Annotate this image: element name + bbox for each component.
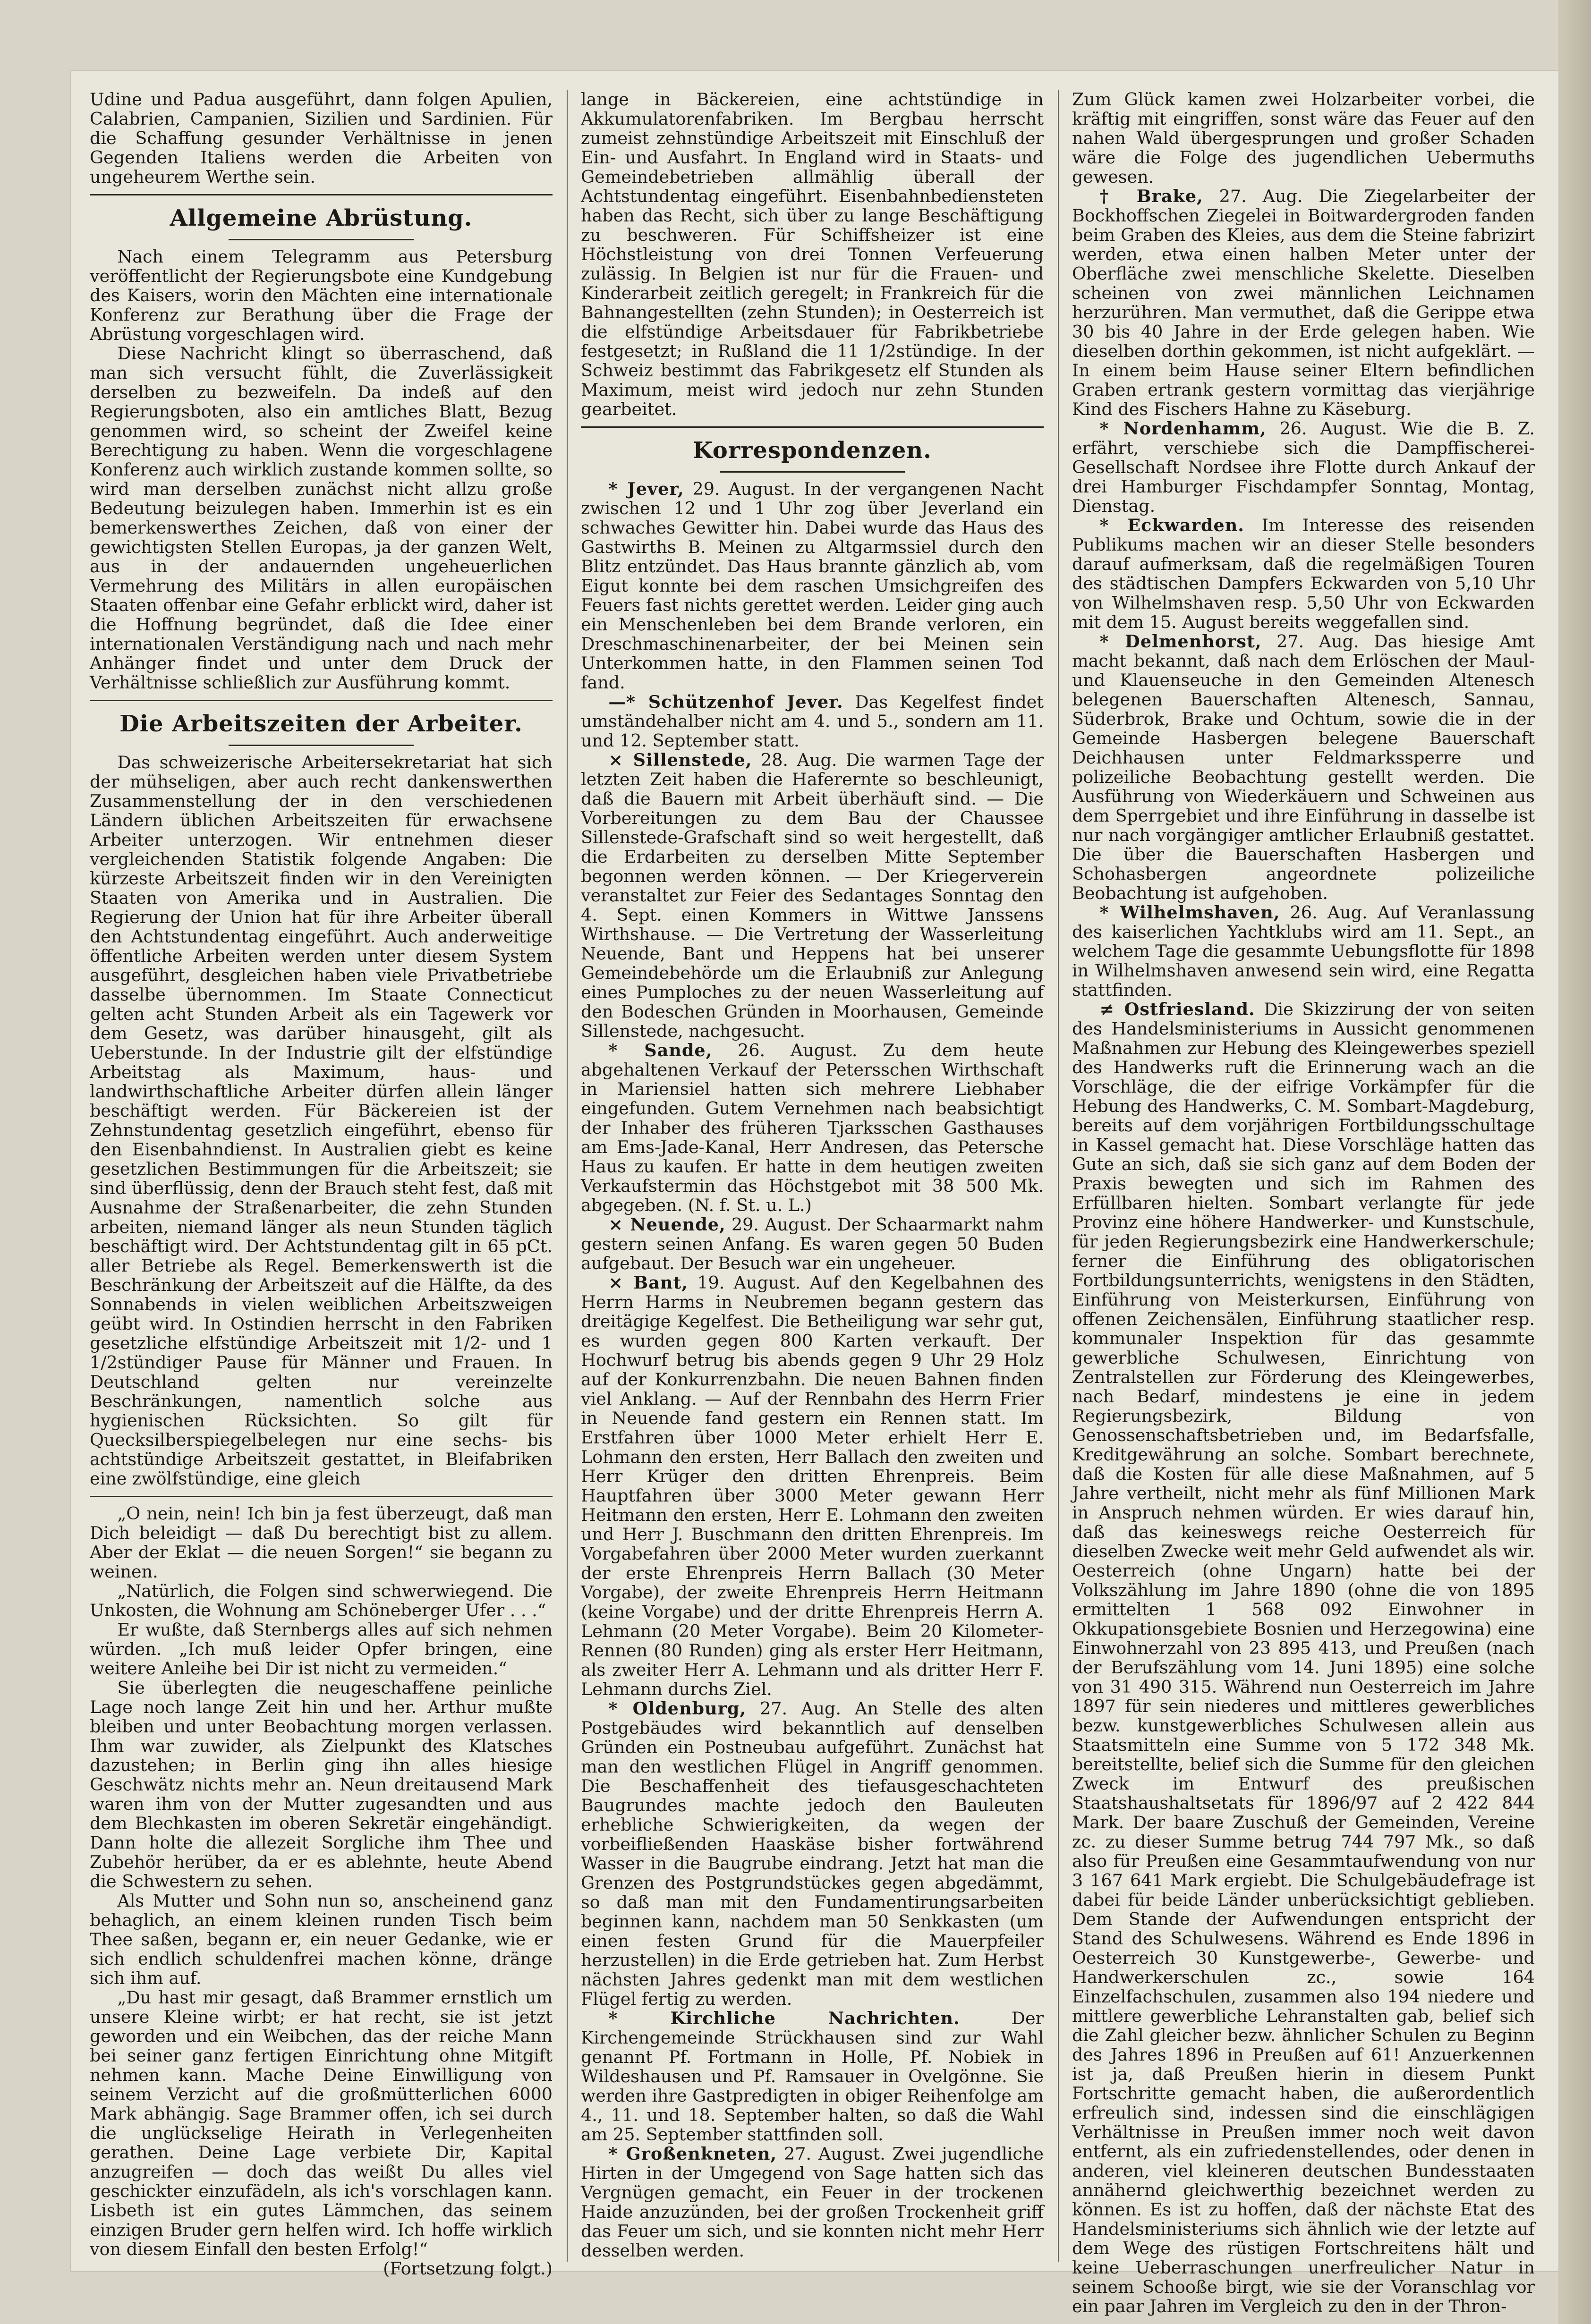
report-nordenhamm <box>1072 419 1535 516</box>
serial-text: Sie überlegten die neugeschaffene peinliche Lage noch lange Zeit hin und her. Arthur mußte bleiben und unter Beobachtung morgen verlassen. Ihm war zuwider, als Zielpunkt des Klatsches dazustehen; in Berlin ging ihn alles hiesige Geschwätz nichts mehr an. Neun dreitausend Mark waren ihm von der Mutter zugesandten und aus dem Blechkasten im oberen Sekretär eingehändigt. Dann holte die allezeit Sorgliche ihm Thee und Zubehör herüber, da er es ablehnte, heute Abend die Schwestern zu sehen. <box>90 1678 553 1891</box>
report-eckwarden <box>1072 516 1535 632</box>
article-text: Das schweizerische Arbeitersekretariat hat sich der mühseligen, aber auch recht dankenswerthen Zusammenstellung der in den verschiedenen Ländern üblichen Arbeitszeiten für erwachsene Arbeiter unterzogen. Wir entnehmen dieser vergleichenden Statistik folgende Angaben: Die kürzeste Arbeitszeit finden wir in den Vereinigten Staaten von Amerika und in Australien. Die Regierung der Union hat für ihre Arbeiter überall den Achtstundentag eingeführt. Auch anderweitige öffentliche Arbeiten werden unter diesem System ausgeführt, desgleichen haben viele Privatbetriebe dasselbe übernommen. Im Staate Connecticut gelten acht Stunden Arbeit als ein Tagewerk vor dem Gesetz, was darüber hinausgeht, gilt als Ueberstunde. In der Industrie gilt der elfstündige Arbeitstag als Maximum, haus- und landwirthschaftliche Arbeiter dürfen allein länger beschäftigt werden. Für Bäckereien ist der Zehnstundentag gesetzlich eingeführt, ebenso für den Eisenbahndienst. In Australien giebt es keine gesetzlichen Bestimmungen für die Arbeitszeit; sie sind überflüssig, denn der Brauch steht fest, daß mit Ausnahme der Straßenarbeiter, die zehn Stunden arbeiten, niemand länger als neun Stunden täglich beschäftigt wird. Der Achtstundentag gilt in 65 pCt. aller Betriebe als Regel. Bemerkenswerth ist die Beschränkung der Arbeitszeit auf die Hälfte, da des Sonnabends in vielen weiblichen Arbeitszweigen geübt wird. In Ostindien herrscht in den Fabriken gesetzliche elfstündige Arbeitszeit mit 1/2- und 1 1/2stündiger Pause für Männer und Frauen. In Deutschland gelten nur vereinzelte Beschränkungen, namentlich solche aus hygienischen Rücksichten. So gilt für Quecksilberspiegelbelegen nur eine sechs- bis achtstündige Arbeitszeit gestattet, in Bleifabriken eine zwölfstündige, eine gleich <box>90 752 553 1489</box>
article-text: Udine und Padua ausgeführt, dann folgen Apulien, Calabrien, Campanien, Sizilien und Sardinien. Für die Schaffung gesunder Verhältnisse in jenen Gegenden Italiens werden die Arbeiten von ungeheurem Werthe sein. <box>90 89 553 187</box>
report-text: 27. Aug. An Stelle des alten Postgebäudes wird bekanntlich auf denselben Gründen ein Postneubau aufgeführt. Zunächst hat man den westlichen Flügel in Angriff genommen. Die Beschaffenheit des tiefausgeschachteten Baugrundes machte jedoch den Bauleuten erhebliche Schwierigkeiten, da wegen der vorbeifließenden Haaskäse bisher fortwährend Wasser in die Baugrube eindrang. Jetzt hat man die Grenzen des Postgrundstückes gegen abgedämmt, so daß man mit den Fundamentirungsarbeiten beginnen kann, nachdem man 50 Senkkasten (um einen festen Grund für die Mauerpfeiler herzustellen) in die Erde getrieben hat. Zum Herbst nächsten Jahres gedenkt man mit dem westlichen Flügel fertig zu werden. <box>581 1698 1044 2009</box>
heading-rule <box>229 239 414 240</box>
place-name: * Oldenburg, <box>608 1698 747 1719</box>
report-text: 27. Aug. Das hiesige Amt macht bekannt, daß nach dem Erlöschen der Maul- und Klauenseuche in den Gemeinden Altenesch belegenen Bauerschaften Altenesch, Sannau, Süderbrok, Brake und Ochtum, sowie die in der Gemeinde Hasbergen belegene Bauerschaft Deichhausen unter Feldmarkssperre und polizeiliche Beobachtung gestellt werden. Die Ausführung von Wiederkäuern und Schweinen aus dem Sperrgebiet und ihre Einführung in dasselbe ist nur nach vorgängiger amtlicher Erlaubniß gestattet. Die über die Bauerschaften Hasbergen und Schohasbergen angeordnete polizeiliche Beobachtung ist aufgehoben. <box>1072 631 1535 903</box>
place-name: * Jever, <box>608 479 684 499</box>
report-text: Der Kirchengemeinde Strückhausen sind zur Wahl genannt Pf. Fortmann in Holle, Pf. Nobiek in Wildeshausen und Pf. Ramsauer in Ovelgönne. Sie werden ihre Gastpredigten in obiger Reihenfolge am 4., 11. und 18. September halten, so daß die Wahl am 25. September stattfinden soll. <box>581 2008 1044 2145</box>
place-name: * Wilhelmshaven, <box>1099 902 1280 923</box>
article-text: lange in Bäckereien, eine achtstündige in Akkumulatorenfabriken. Im Bergbau herrscht zumeist zehnstündige Arbeitszeit mit Einschluß der Ein- und Ausfahrt. In England wird in Staats- und Gemeindebetrieben allmählig überall der Achtstundentag eingeführt. Eisenbahnbediensteten haben das Recht, sich über zu lange Beschäftigung zu beschweren. Für Schiffsheizer ist eine Höchstleistung von drei Tonnen Verfeuerung zulässig. In Belgien ist nur für die Frauen- und Kinderarbeit zeitlich geregelt; in Frankreich für die Bahnangestellten (zehn Stunden); in Oesterreich ist die elfstündige Arbeitsdauer für Fabrikbetriebe festgesetzt; in Rußland die 11 1/2stündige. In der Schweiz bestimmt das Fabrikgesetz elf Stunden als Maximum, meist wird jedoch nur zehn Stunden gearbeitet. <box>581 89 1044 419</box>
report-sande <box>581 1041 1044 1215</box>
column-1 <box>90 90 553 2278</box>
report-text: Das Kegelfest findet umständehalber nicht am 4. und 5., sondern am 11. und 12. September statt. <box>581 692 1044 751</box>
place-name: * Großenkneten, <box>608 2144 777 2164</box>
heading-rule <box>720 471 905 473</box>
column-rule <box>1058 90 1059 2262</box>
serial-text: „Natürlich, die Folgen sind schwerwiegend. Die Unkosten, die Wohnung am Schöneberger Ufer . . .“ <box>90 1581 553 1620</box>
report-text: 29. August. In der vergangenen Nacht zwischen 12 und 1 Uhr zog über Jeverland ein schwaches Gewitter hin. Dabei wurde das Haus des Gastwirths B. Meinen zu Altgarmssiel durch den Blitz entzündet. Das Haus brannte gänzlich ab, vom Eigut konnte bei dem raschen Umsichgreifen des Feuers fast nichts gerettet werden. Leider ging auch ein Menschenleben bei dem Brande verloren, ein Dreschmaschinenarbeiter, der bei Meinen sein Unterkommen hatte, in den Flammen seinen Tod fand. <box>581 479 1044 693</box>
place-name: —* Schützenhof Jever. <box>608 692 843 712</box>
report-grossenkneten <box>581 2144 1044 2260</box>
place-name: ⨯ Neuende, <box>608 1214 726 1235</box>
report-text: 27. Aug. Die Ziegelarbeiter der Bockhoffschen Ziegelei in Boitwardergroden fanden beim Graben des Kleies, aus dem die Steine fabrizirt werden, etwa einen halben Meter unter der Oberfläche zwei menschliche Skelette. Dieselben scheinen von zwei männlichen Leichnamen herzurühren. Man vermuthet, daß die Gerippe etwa 30 bis 40 Jahre in der Erde gelegen haben. Wie dieselben dorthin gekommen, ist nicht aufgeklärt. — In einem beim Hause seiner Eltern befindlichen Graben ertrank gestern vormittag das vierjährige Kind des Fischers Hahne zu Käseburg. <box>1072 186 1535 419</box>
report-jever <box>581 479 1044 692</box>
place-name: * Nordenhamm, <box>1099 418 1267 439</box>
serial-text: „Du hast mir gesagt, daß Brammer ernstlich um unsere Kleine wirbt; er hat recht, sie ist jetzt geworden und ein Weibchen, das der reiche Mann bei seiner ganz fertigen Einrichtung ohne Mitgift nehmen kann. Mache Deine Einwilligung von seinem Verzicht auf die großmütterlichen 6000 Mark abhängig. Sage Brammer offen, ich sei durch die unglückselige Heirath in Verlegenheiten gerathen. Deine Lage verbiete Dir, Kapital anzugreifen — doch das weißt Du alles viel geschickter einzufädeln, als ich's vorschlagen kann. Lisbeth ist ein gutes Lämmchen, das seinem einzigen Bruder gern helfen wird. Ich hoffe wirklich von diesem Einfall den besten Erfolg!“ <box>90 1987 553 2259</box>
article-text: Nach einem Telegramm aus Petersburg veröffentlicht der Regierungsbote eine Kundgebung des Kaisers, worin den Mächten eine internationale Konferenz zur Berathung über die Frage der Abrüstung vorgeschlagen wird. <box>90 246 553 344</box>
report-bant <box>581 1273 1044 1699</box>
column-rule <box>567 90 568 2262</box>
divider <box>90 194 553 195</box>
place-name: † Brake, <box>1099 186 1203 206</box>
report-text: 26. August. Wie die B. Z. erfährt, verschiebe sich die Dampffischerei-Gesellschaft Nordsee ihre Flotte durch Ankauf der drei Hamburger Fischdampfer Sonntag, Montag, Dienstag. <box>1072 418 1535 516</box>
heading-arbeitszeiten: Die Arbeitszeiten der Arbeiter. <box>119 711 523 737</box>
report-text: 26. August. Zu dem heute abgehaltenen Verkauf der Petersschen Wirthschaft in Mariensiel hatten sich mehrere Liebhaber eingefunden. Gutem Vernehmen nach beabsichtigt der Inhaber des früheren Tjarksschen Gasthauses am Ems-Jade-Kanal, Herr Andresen, das Petersche Haus zu kaufen. Er hatte in dem heutigen zweiten Verkaufstermin das Höchstgebot mit 38 500 Mk. abgegeben. (N. f. St. u. L.) <box>581 1040 1044 1215</box>
report-oldenburg <box>581 1699 1044 2009</box>
column-3 <box>1072 90 1535 2316</box>
place-name: × Sillenstede, <box>608 750 752 770</box>
divider <box>90 700 553 701</box>
report-text: 19. August. Auf den Kegelbahnen des Herrn Harms in Neubremen begann gestern das dreitägige Kegelfest. Die Betheiligung war sehr gut, es wurden gegen 800 Karten verkauft. Der Hochwurf betrug bis abends gegen 9 Uhr 29 Holz auf der Konkurrenzbahn. Die neuen Bahnen finden viel Anklang. — Auf der Rennbahn des Herrn Frier in Neuende fand gestern ein Rennen statt. Im Erstfahren über 1000 Meter erhielt Herr E. Lohmann den ersten, Herr Ballach den zweiten und Herr Krüger den dritten Ehrenpreis. Beim Hauptfahren über 3000 Meter gewann Herr Heitmann den ersten, Herr E. Lohmann den zweiten und Herr J. Buschmann den dritten Ehrenpreis. Im Vorgabefahren über 2000 Meter wurden zuerkannt der erste Ehrenpreis Herrn Ballach (30 Meter Vorgabe), der zweite Ehrenpreis Herrn Heitmann (keine Vorgabe) und der dritte Ehrenpreis Herrn A. Lehmann (20 Meter Vorgabe). Beim 20 Kilometer-Rennen (80 Runden) ging als erster Herr Heitmann, als zweiter Herr A. Lehmann und als dritter Herr F. Lehmann durchs Ziel. <box>581 1272 1044 1699</box>
divider <box>581 426 1044 428</box>
report-delmenhorst <box>1072 632 1535 903</box>
serial-text: „O nein, nein! Ich bin ja fest überzeugt, daß man Dich beleidigt — daß Du berechtigt bist zu allem. Aber der Eklat — die neuen Sorgen!“ sie begann zu weinen. <box>90 1503 553 1582</box>
heading-rule <box>229 745 414 746</box>
report-text: 28. Aug. Die warmen Tage der letzten Zeit haben die Haferernte so beschleunigt, daß die Bauern mit Arbeit überhäuft sind. — Die Vorbereitungen zu dem Bau der Chaussee Sillenstede-Grafschaft sind so weit hergestellt, daß die Erdarbeiten zu derselben Mitte September begonnen werden können. — Der Kriegerverein veranstaltet zur Feier des Sedantages Sonntag den 4. Sept. einen Kommers in Wittwe Janssens Wirthshause. — Die Vertretung der Wasserleitung Neuende, Bant und Heppens hat bei unserer Gemeindebehörde um die Erlaubniß zur Anlegung eines Pumploches zu der neuen Wasserleitung auf den Bodeschen Gründen in Moorhausen, Gemeinde Sillenstede, nachgesucht. <box>581 750 1044 1041</box>
report-sillenstede <box>581 750 1044 1041</box>
report-text: Die Skizzirung der von seiten des Handelsministeriums in Aussicht genommenen Maßnahmen zur Hebung des Kleingewerbes speziell des Handwerks ruft die Erinnerung wach an die Vorschläge, die der eifrige Vorkämpfer für die Hebung des Handwerks, C. M. Sombart-Magdeburg, bereits auf dem vorjährigen Fortbildungsschultage in Kassel gemacht hat. Diese Vorschläge hatten das Gute an sich, daß sie sich ganz auf dem Boden der Praxis bewegten und sich im Rahmen des Erfüllbaren hielten. Sombart verlangte für jede Provinz eine höhere Handwerker- und Kunstschule, für jeden Regierungsbezirk eine Handwerkerschule; ferner die Einführung des obligatorischen Fortbildungsunterrichts, wenigstens in den Städten, Einführung von Meisterkursen, Einführung von offenen Zeichensälen, Einführung staatlicher resp. kommunaler Inspektion für das gesammte gewerbliche Schulwesen, Einrichtung von Zentralstellen zur Förderung des Kleingewerbes, nach Bedarf, mindestens je eine in jedem Regierungsbezirk, Bildung von Genossenschaftsbetrieben und, im Bedarfsfalle, Kreditgewährung an solche. Sombart berechnete, daß die Kosten für alle diese Maßnahmen, auf 5 Jahre vertheilt, nicht mehr als fünf Millionen Mark in Anspruch nehmen würden. Er wies darauf hin, daß das keineswegs reiche Oesterreich für dieselben Zwecke weit mehr Geld aufwendet als wir. Oesterreich (ohne Ungarn) hatte bei der Volkszählung im Jahre 1890 (ohne die von 1895 ermittelten 1 568 092 Einwohner in Okkupationsgebiete Bosnien und Herzegowina) eine Einwohnerzahl von 23 895 413, und Preußen (nach der Berufszählung vom 14. Juni 1895) eine solche von 31 490 315. Während nun Oesterreich im Jahre 1897 für sein niederes und mittleres gewerbliches bezw. kunstgewerbliches Schulwesen allein aus Staatsmitteln eine Summe von 5 172 348 Mk. bereitstellte, belief sich die Summe für den gleichen Zweck im Entwurf des preußischen Staatshaushaltsetats für 1896/97 auf 2 422 844 Mark. Der baare Zuschuß der Gemeinden, Vereine zc. zu dieser Summe betrug 744 797 Mk., so daß also für Preußen eine Gesammtaufwendung von nur 3 167 641 Mark ergiebt. Die Schulgebäudefrage ist dabei für beide Länder unberücksichtigt geblieben. Dem Stande der Aufwendungen entspricht der Stand des Schulwesens. Während es Ende 1896 in Oesterreich 30 Kunstgewerbe-, Gewerbe- und Handwerkerschulen zc., sowie 164 Einzelfachschulen, zusammen also 194 niedere und mittlere gewerbliche Lehranstalten gab, belief sich die Zahl gleicher bezw. ähnlicher Schulen zu Beginn des Jahres 1896 in Preußen auf 61! Anzuerkennen ist ja, daß Preußen hierin in diesem Punkt Fortschritte gemacht haben, die außerordentlich erfreulich sind, indessen sind die einschlägigen Verhältnisse in Preußen immer noch weit davon entfernt, als ein zufriedenstellendes, oder denen in anderen, viel kleineren deutschen Bundesstaaten annähernd gleichwerthig bezeichnet werden zu können. Es ist zu hoffen, daß der nächste Etat des Handelsministeriums sich ähnlich wie der letzte auf dem Wege des rüstigen Fortschreitens hält und keine Ueberraschungen unerfreulicher Natur in seinem Schooße birgt, wie sie der Voranschlag vor ein paar Jahren im Vergleich zu den in der Thron- <box>1072 999 1535 2316</box>
article-text: Diese Nachricht klingt so überraschend, daß man sich versucht fühlt, die Zuverlässigkeit derselben zu bezweifeln. Da indeß auf den Regierungsboten, also ein amtliches Blatt, Bezug genommen wird, so scheint der Zweifel keine Berechtigung zu haben. Wenn die vorgeschlagene Konferenz auch wirklich zustande kommen sollte, so wird man derselben zunächst nicht allzu große Bedeutung beizulegen haben. Immerhin ist es ein bemerkenswerthes Zeichen, daß von einer der gewichtigsten Stellen Europas, ja der ganzen Welt, aus in der andauernden ungeheuerlichen Vermehrung des Militärs in allen europäischen Staaten offenbar eine Gefahr erblickt wird, daher ist die Hoffnung begründet, daß die Idee einer internationalen Verständigung nach und nach mehr Anhänger findet und unter dem Druck der Verhältnisse schließlich zur Ausführung kommt. <box>90 343 553 693</box>
heading-korrespondenzen: Korrespondenzen. <box>693 437 932 464</box>
report-text: 27. August. Zwei jugendliche Hirten in der Umgegend von Sage hatten sich das Vergnügen gemacht, ein Feuer in der trockenen Haide anzuzünden, bei der großen Trockenheit griff das Feuer um sich, und sie konnten nicht mehr Herr desselben werden. <box>581 2144 1044 2261</box>
place-name: * Eckwarden. <box>1099 515 1244 535</box>
report-neuende <box>581 1215 1044 1273</box>
serial-text: Er wußte, daß Sternbergs alles auf sich nehmen würden. „Ich muß leider Opfer bringen, eine weitere Anleihe bei Dir ist nicht zu vermeiden.“ <box>90 1620 553 1679</box>
heading-abruestung: Allgemeine Abrüstung. <box>170 205 473 231</box>
page-edge <box>1558 0 1591 2324</box>
newspaper-page <box>71 71 1558 2316</box>
place-name: ⨯ Bant, <box>608 1272 688 1293</box>
report-text: 26. Aug. Auf Veranlassung des kaiserlichen Yachtklubs wird am 11. Sept., an welchem Tage die gesammte Uebungsflotte für 1898 in Wilhelmshaven anwesend sein wird, eine Regatta stattfinden. <box>1072 902 1535 1000</box>
report-wilhelmshaven <box>1072 903 1535 1000</box>
place-name: ≠ Ostfriesland. <box>1099 999 1255 1019</box>
report-kirchlich <box>581 2009 1044 2144</box>
report-ostfriesland <box>1072 1000 1535 2316</box>
report-schuetzenhof <box>581 692 1044 750</box>
place-name: * Delmenhorst, <box>1099 631 1262 652</box>
place-name: * Kirchliche Nachrichten. <box>608 2008 960 2028</box>
column-2 <box>581 90 1044 2260</box>
serial-text: Als Mutter und Sohn nun so, anscheinend ganz behaglich, an einem kleinen runden Tisch beim Thee saßen, begann er, ein neuer Gedanke, wie er sich endlich schuldenfrei machen könne, dränge sich ihm auf. <box>90 1891 553 1988</box>
report-brake <box>1072 187 1535 419</box>
place-name: * Sande, <box>608 1040 713 1060</box>
report-text: Im Interesse des reisenden Publikums machen wir an dieser Stelle besonders darauf aufmerksam, daß die regelmäßigen Touren des städtischen Dampfers Eckwarden von 5,10 Uhr von Wilhelmshaven resp. 5,50 Uhr von Eckwarden mit dem 15. August bereits weggefallen sind. <box>1072 515 1535 632</box>
feuilleton-divider <box>90 1496 553 1497</box>
report-text: 29. August. Der Schaarmarkt nahm gestern seinen Anfang. Es waren gegen 50 Buden aufgebaut. Der Besuch war ein ungeheuer. <box>581 1214 1044 1273</box>
continuation-note: (Fortsetzung folgt.) <box>383 2258 553 2279</box>
report-text: Zum Glück kamen zwei Holzarbeiter vorbei, die kräftig mit eingriffen, sonst wäre das Feuer auf den nahen Wald übergesprungen und großer Schaden wäre die Folge des jugendlichen Uebermuths gewesen. <box>1072 89 1535 187</box>
